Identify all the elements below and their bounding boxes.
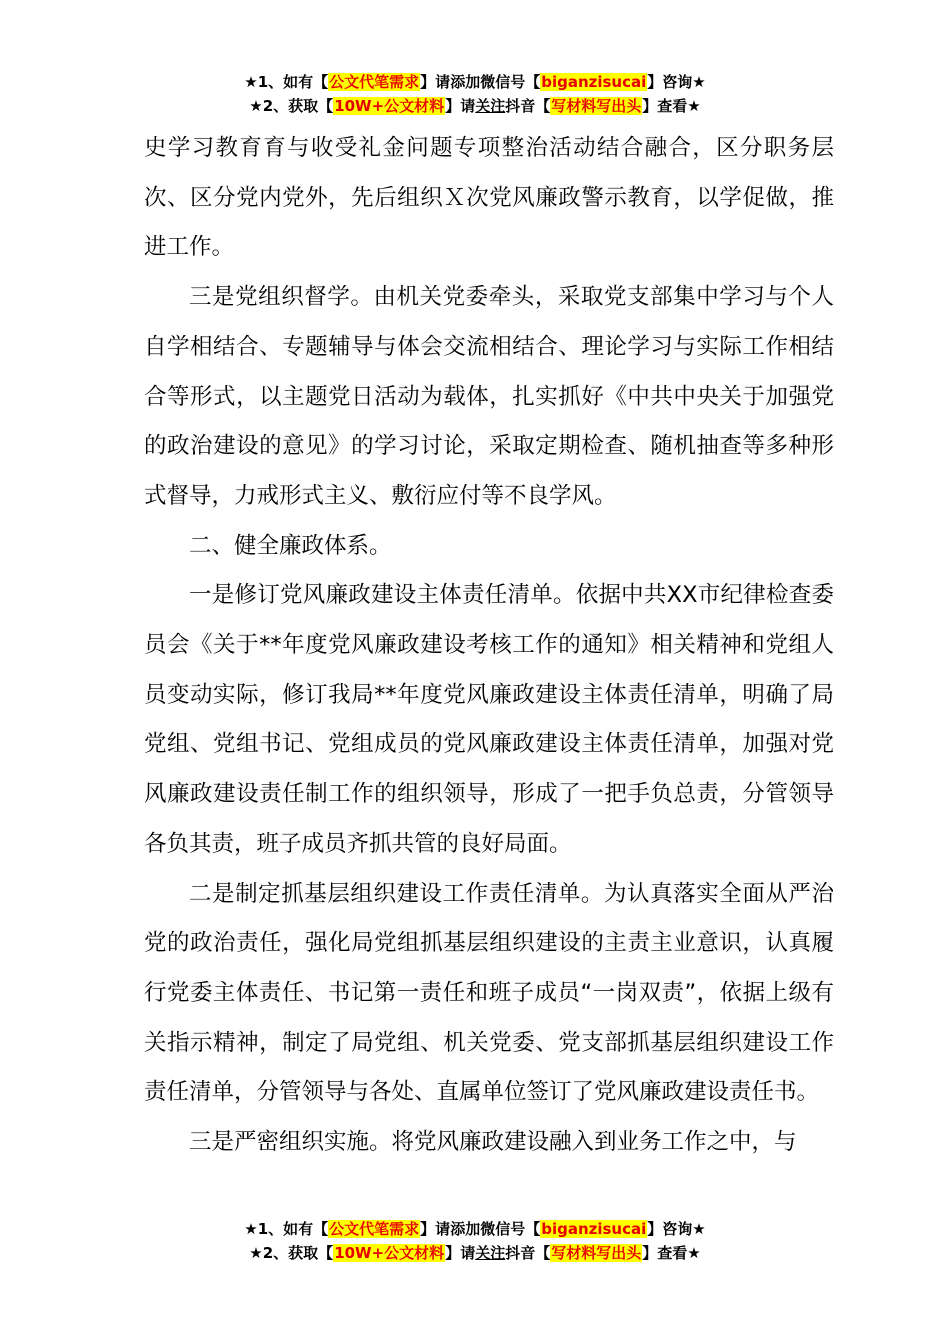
banner-highlight: biganzisucai [541,1220,647,1238]
banner-text: 】请 [445,1244,476,1262]
banner-text: 微信号【 [480,73,541,91]
banner-text: 】咨询★ [647,73,706,91]
banner-text: 】查看★ [642,1244,701,1262]
banner-text: ★2、获取【 [249,97,334,115]
banner-highlight: 公文代笔需求 [329,73,420,91]
banner-text: 抖音【 [505,97,551,115]
paragraph: 三是党组织督学。由机关党委牵头，采取党支部集中学习与个人自学相结合、专题辅导与体会交流相结合、理论学习与实际工作相结合等形式，以主题党日活动为载体，扎实抓好《中共中央关于加强党的政治建设的意见》的学习讨论，采取定期检查、随机抽查等多种形式督导，力戒形式主义、敷衍应付等不良学风。 [144,284,834,509]
banner-text: 抖音【 [505,1244,551,1262]
banner-text: 】查看★ [642,97,701,115]
banner-text: ★1、如有【 [244,73,329,91]
banner-line-2 [0,94,950,118]
footer-banner [0,1217,950,1265]
banner-highlight: 10W+公文材料 [334,1244,445,1262]
banner-emphasis: 添加 [450,1220,481,1238]
paragraph: 三是严密组织实施。将党风廉政建设融入到业务工作之中，与 [189,1129,797,1156]
banner-text: 】请 [420,73,451,91]
banner-text: ★2、获取【 [249,1244,334,1262]
header-banner [0,70,950,118]
banner-highlight: 写材料写出头 [551,97,642,115]
section-heading: 二、健全廉政体系。 [189,532,392,559]
banner-text: 】请 [420,1220,451,1238]
banner-emphasis: 关注 [475,97,506,115]
paragraph: 一是修订党风廉政建设主体责任清单。依据中共XX市纪律检查委员会《关于**年度党风廉政建设考核工作的通知》相关精神和党组人员变动实际，修订我局**年度党风廉政建设主体责任清单，明确了局党组、党组书记、党组成员的党风廉政建设主体责任清单，加强对党风廉政建设责任制工作的组织领导，形成了一把手负总责，分管领导各负其责，班子成员齐抓共管的良好局面。 [144,582,834,857]
banner-emphasis: 添加 [450,73,481,91]
banner-highlight: biganzisucai [541,73,647,91]
banner-highlight: 10W+公文材料 [334,97,445,115]
banner-text: 】请 [445,97,476,115]
banner-text: ★1、如有【 [244,1220,329,1238]
banner-text: 】咨询★ [647,1220,706,1238]
banner-line-1 [0,1217,950,1241]
banner-highlight: 公文代笔需求 [329,1220,420,1238]
paragraph-continued: 史学习教育育与收受礼金问题专项整治活动结合融合，区分职务层次、区分党内党外，先后组织Ｘ次党风廉政警示教育，以学促做，推进工作。 [144,135,834,261]
banner-emphasis: 关注 [475,1244,506,1262]
paragraph: 二是制定抓基层组织建设工作责任清单。为认真落实全面从严治党的政治责任，强化局党组抓基层组织建设的主责主业意识，认真履行党委主体责任、书记第一责任和班子成员“一岗双责”，依据上级有关指示精神，制定了局党组、机关党委、党支部抓基层组织建设工作责任清单，分管领导与各处、直属单位签订了党风廉政建设责任书。 [144,880,834,1106]
banner-line-1 [0,70,950,94]
banner-text: 微信号【 [480,1220,541,1238]
banner-highlight: 写材料写出头 [551,1244,642,1262]
banner-line-2 [0,1241,950,1265]
document-body [144,124,834,1168]
